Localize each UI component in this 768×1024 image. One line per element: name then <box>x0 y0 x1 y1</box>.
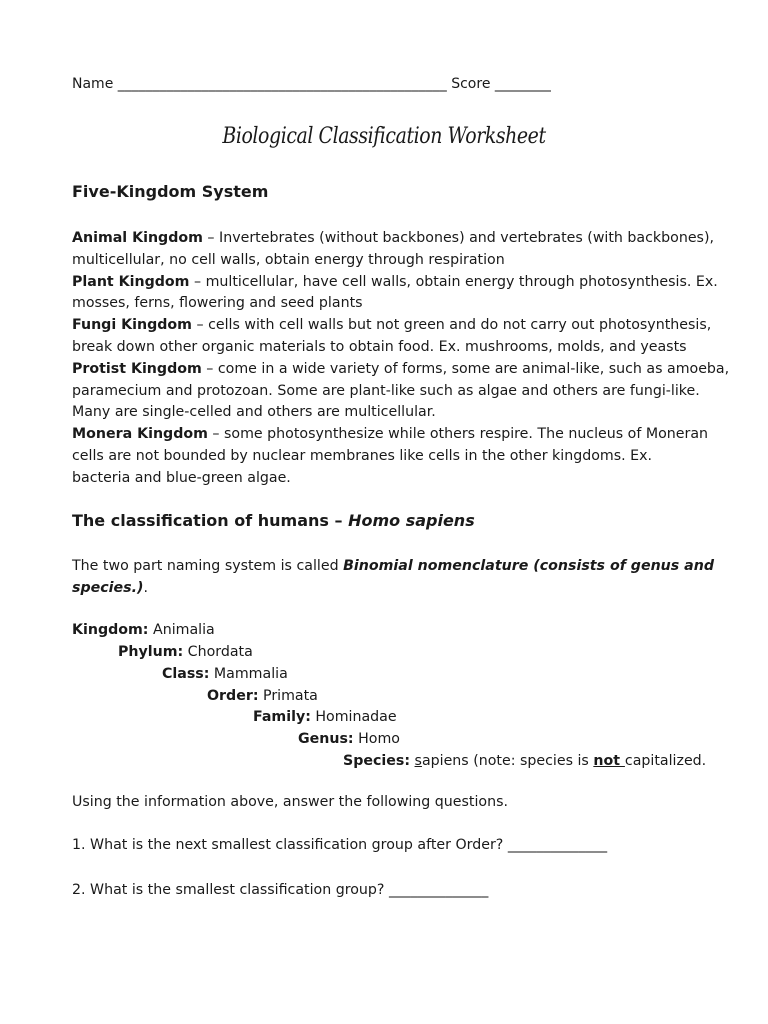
family-row: Family: Hominadae <box>253 709 397 725</box>
plant-term: Plant Kingdom <box>72 273 190 290</box>
plant-line-2: mosses, ferns, flowering and seed plants <box>72 295 363 312</box>
fungi-line-1: Fungi Kingdom – cells with cell walls but not green and do not carry out photosynthesis, <box>72 317 712 334</box>
species-row: Species: sapiens (note: species is not capitalized. <box>343 753 707 769</box>
five-kingdom-heading: Five-Kingdom System <box>72 182 269 201</box>
monera-line-3: bacteria and blue-green algae. <box>72 469 291 486</box>
question-2: 2. What is the smallest classification group? ______________ <box>72 882 489 898</box>
humans-heading: The classification of humans – Homo sapiens <box>72 511 475 530</box>
genus-row: Genus: Homo <box>298 731 400 747</box>
score-label: Score <box>451 76 491 92</box>
order-row: Order: Primata <box>207 688 318 704</box>
animal-line-1: Animal Kingdom – Invertebrates (without backbones) and vertebrates (with backbones), <box>72 230 714 246</box>
homo-sapiens-italic: Homo sapiens <box>348 511 475 530</box>
phylum-row: Phylum: Chordata <box>118 644 253 660</box>
name-label: Name <box>72 76 114 92</box>
questions-intro: Using the information above, answer the following questions. <box>72 794 508 810</box>
protist-line-1: Protist Kingdom – come in a wide variety of forms, some are animal-like, such as amoeba, <box>72 360 730 377</box>
page-title: Biological Classification Worksheet <box>222 124 546 149</box>
protist-term: Protist Kingdom <box>72 360 202 377</box>
name-blank: _______________________________________________ <box>117 76 447 92</box>
question-1: 1. What is the next smallest classification group after Order? ______________ <box>72 837 608 853</box>
animal-term: Animal Kingdom <box>72 230 203 246</box>
class-row: Class: Mammalia <box>162 666 288 682</box>
name-score-line <box>72 76 551 92</box>
naming-system-paragraph: The two part naming system is called Binomial nomenclature (consists of genus and species.). <box>72 558 714 596</box>
kingdom-row: Kingdom: Animalia <box>72 622 215 638</box>
score-blank: ________ <box>494 76 551 92</box>
plant-line-1: Plant Kingdom – multicellular, have cell walls, obtain energy through photosynthesis. Ex. <box>72 273 718 290</box>
animal-line-2: multicellular, no cell walls, obtain energy through respiration <box>72 251 505 268</box>
monera-term: Monera Kingdom <box>72 426 208 443</box>
fungi-term: Fungi Kingdom <box>72 317 192 334</box>
protist-line-3: Many are single-celled and others are multicellular. <box>72 404 436 421</box>
kingdom-descriptions <box>72 228 730 490</box>
binomial-nomenclature: Binomial nomenclature (consists of genus and <box>343 558 714 574</box>
monera-line-1: Monera Kingdom – some photosynthesize while others respire. The nucleus of Moneran <box>72 426 709 443</box>
fungi-line-2: break down other organic materials to obtain food. Ex. mushrooms, molds, and yeasts <box>72 338 687 355</box>
protist-line-2: paramecium and protozoan. Some are plant-like such as algae and others are fungi-like. <box>72 382 700 399</box>
monera-line-2: cells are not bounded by nuclear membranes like cells in the other kingdoms. Ex. <box>72 447 652 464</box>
not-emphasis: not <box>593 753 625 769</box>
